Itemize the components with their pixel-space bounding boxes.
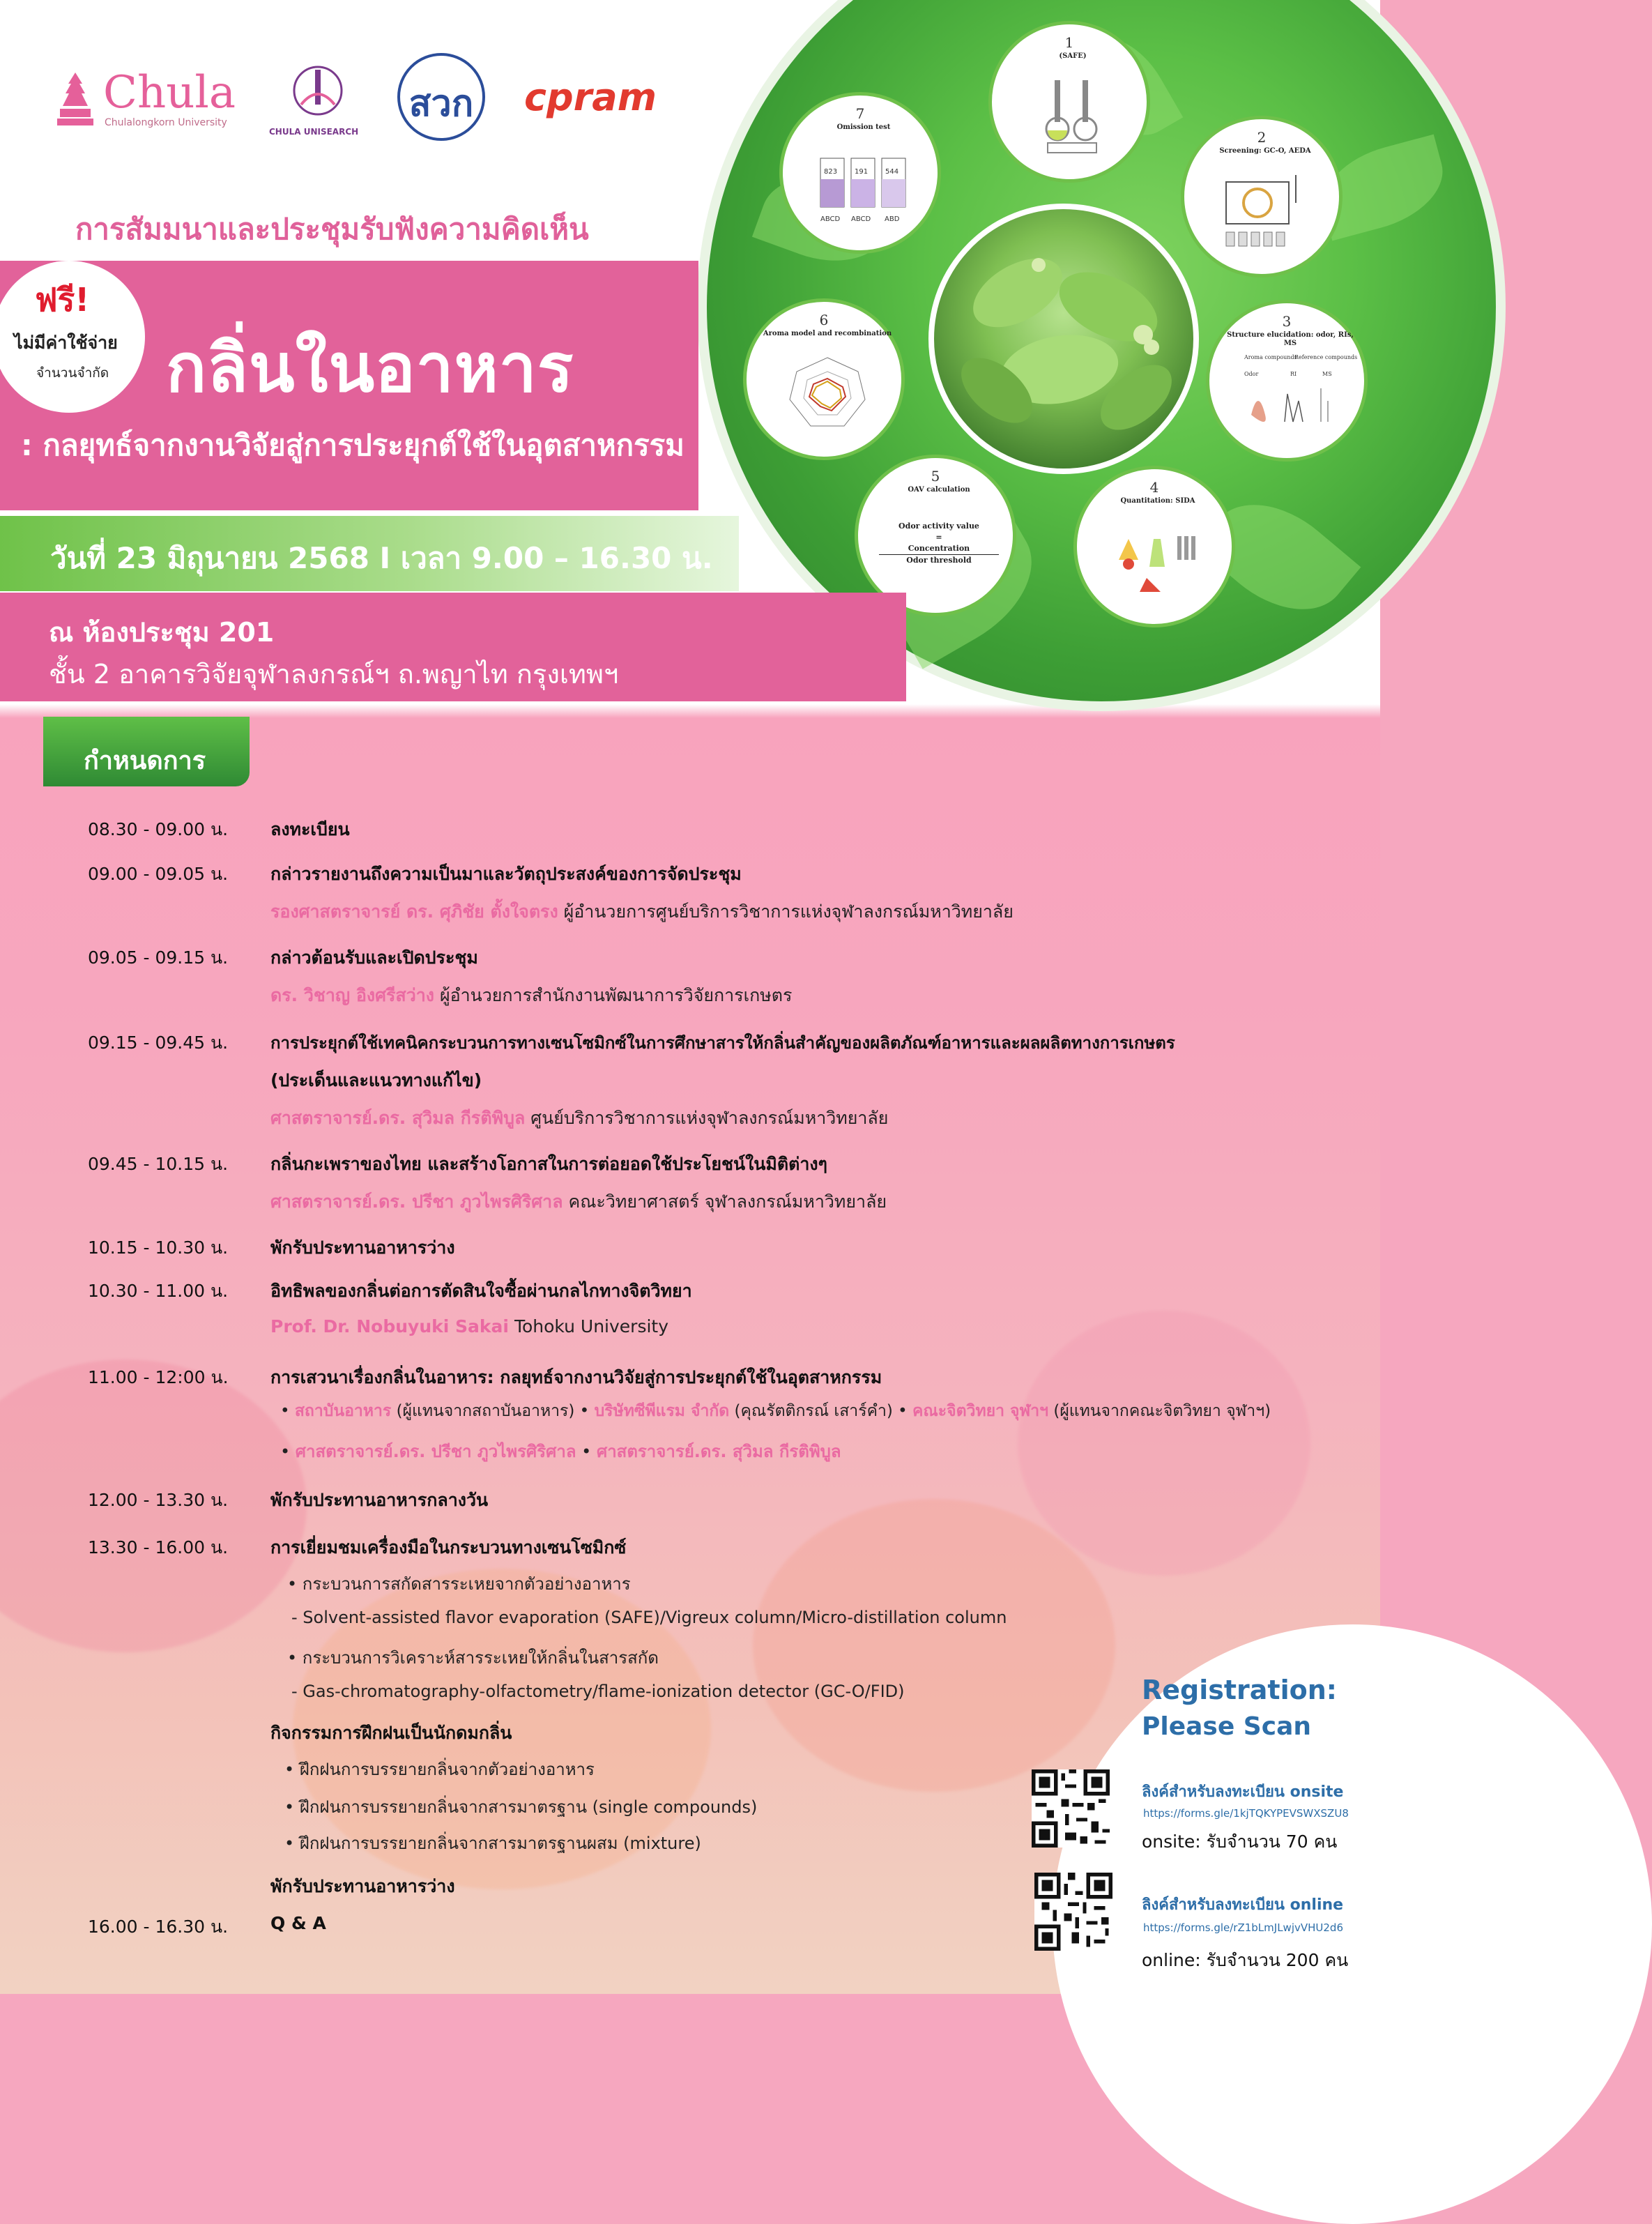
free-label: ฟรี! xyxy=(35,281,90,319)
visit-item: - Gas-chromatography-olfactometry/flame-ionization detector (GC-O/FID) xyxy=(291,1682,905,1701)
agenda-title: การเสวนาเรื่องกลิ่นในอาหาร: กลยุทธ์จากงานวิจัยสู่การประยุกต์ใช้ในอุตสาหกรรม xyxy=(270,1367,882,1387)
agenda-title: ลงทะเบียน xyxy=(270,819,350,839)
activity-item: • ฝึกฝนการบรรยายกลิ่นจากสารมาตรฐานผสม (mixture) xyxy=(284,1834,701,1853)
oav-formula: Odor activity value = Concentration Odor threshold xyxy=(879,521,999,566)
agenda-time: 09.45 - 10.15 น. xyxy=(88,1154,229,1174)
visit-item: - Solvent-assisted flavor evaporation (SAFE)/Vigreux column/Micro-distillation column xyxy=(291,1608,1007,1627)
registration-heading: Registration: xyxy=(1142,1675,1337,1705)
agenda-title: การเยี่ยมชมเครื่องมือในกระบวนทางเซนโซมิกซ์ xyxy=(270,1537,627,1557)
limited-seats-label: จำนวนจำกัด xyxy=(36,365,109,381)
process-step-2: 2 Screening: GC-O, AEDA xyxy=(1181,116,1343,277)
svg-text:191: 191 xyxy=(855,168,869,176)
onsite-capacity: onsite: รับจำนวน 70 คน xyxy=(1142,1831,1338,1852)
agenda-time: 09.00 - 09.05 น. xyxy=(88,864,229,884)
process-step-6: 6 Aroma model and recombination xyxy=(743,298,905,460)
svg-text:ABCD: ABCD xyxy=(851,215,871,223)
event-title-sub: : กลยุทธ์จากงานวิจัยสู่การประยุกต์ใช้ในอุตสาหกรรม xyxy=(21,428,684,462)
agenda-time: 10.30 - 11.00 น. xyxy=(88,1281,229,1301)
agenda-title: Q & A xyxy=(270,1913,326,1933)
onsite-link-label: ลิงค์สำหรับลงทะเบียน onsite xyxy=(1142,1783,1344,1801)
onsite-url[interactable]: https://forms.gle/1kjTQKYPEVSWXSZU8 xyxy=(1143,1807,1349,1820)
process-step-4: 4 Quantitation: SIDA xyxy=(1073,466,1235,627)
sok-logo: สวก xyxy=(397,53,485,141)
registration-subheading: Please Scan xyxy=(1142,1712,1311,1741)
onsite-qr-code[interactable] xyxy=(1032,1769,1110,1848)
agenda-time: 09.05 - 09.15 น. xyxy=(88,947,229,968)
venue-room: ณ ห้องประชุม 201 xyxy=(49,617,275,648)
omission-test-icon xyxy=(818,144,910,228)
svg-text:Aroma compounds: Aroma compounds xyxy=(1244,354,1297,360)
process-step-1: 1 (SAFE) xyxy=(988,21,1150,183)
agenda-time: 12.00 - 13.30 น. xyxy=(88,1490,229,1510)
agenda-time: 09.15 - 09.45 น. xyxy=(88,1033,229,1053)
svg-text:544: 544 xyxy=(885,168,899,176)
online-qr-code[interactable] xyxy=(1034,1873,1112,1951)
process-step-7: 7 Omission test 823 191 544 ABCD ABCD ABD xyxy=(779,92,941,254)
svg-text:Reference compounds: Reference compounds xyxy=(1294,354,1358,360)
svg-text:MS: MS xyxy=(1322,371,1332,377)
agenda-title: พักรับประทานอาหารกลางวัน xyxy=(270,1490,489,1510)
online-capacity: online: รับจำนวน 200 คน xyxy=(1142,1950,1349,1970)
agenda-title: กล่าวต้อนรับและเปิดประชุม xyxy=(270,947,478,968)
event-subtitle: การสัมมนาและประชุมรับฟังความคิดเห็น xyxy=(75,212,589,246)
panel-line-2: • ศาสตราจารย์.ดร. ปรีชา ภูวไพรศิริศาล • ศาสตราจารย์.ดร. สุวิมล กีรติพิบูล xyxy=(280,1442,841,1461)
chula-logo xyxy=(54,70,96,132)
decor-blob xyxy=(1018,1311,1310,1576)
chula-subtext: Chulalongkorn University xyxy=(105,117,227,128)
agenda-time: 13.30 - 16.00 น. xyxy=(88,1537,229,1557)
unisearch-logo xyxy=(283,63,353,121)
activity-item: • ฝึกฝนการบรรยายกลิ่นจากตัวอย่างอาหาร xyxy=(284,1760,595,1779)
agenda-time: 16.00 - 16.30 น. xyxy=(88,1917,229,1937)
process-step-3: 3 Structure elucidation: odor, RIs, MS Aroma compounds Reference compounds Odor RI MS xyxy=(1206,300,1368,462)
agenda-time: 11.00 - 12:00 น. xyxy=(88,1367,229,1387)
agenda-title: พักรับประทานอาหารว่าง xyxy=(270,1237,455,1258)
no-cost-label: ไม่มีค่าใช้จ่าย xyxy=(14,333,118,353)
activity-item: • ฝึกฝนการบรรยายกลิ่นจากสารมาตรฐาน (single compounds) xyxy=(284,1797,758,1817)
agenda-tab: กำหนดการ xyxy=(43,717,250,786)
chula-wordmark: Chula xyxy=(103,67,236,119)
snack-break: พักรับประทานอาหารว่าง xyxy=(270,1876,455,1896)
agenda-title: การประยุกต์ใช้เทคนิคกระบวนการทางเซนโซมิกซ์ในการศึกษาสารให้กลิ่นสำคัญของผลิตภัณฑ์อาหารและผลผลิตทางการเกษตร xyxy=(270,1033,1175,1053)
structure-elucidation-icon xyxy=(1244,352,1358,436)
decor-blob xyxy=(753,1499,1115,1792)
aroma-spider-chart-icon xyxy=(781,351,873,434)
unisearch-text: CHULA UNISEARCH xyxy=(269,127,359,137)
process-step-5: 5 OAV calculation Odor activity value = Concentration Odor threshold xyxy=(855,455,1016,616)
agenda-speaker: รองศาสตราจารย์ ดร. ศุภิชัย ตั้งใจตรง ผู้อำนวยการศูนย์บริการวิชาการแห่งจุฬาลงกรณ์มหาวิทยาลัย xyxy=(270,901,1014,922)
safe-apparatus-icon xyxy=(1027,73,1119,157)
agenda-speaker: ศาสตราจารย์.ดร. ปรีชา ภูวไพรศิริศาล คณะวิทยาศาสตร์ จุฬาลงกรณ์มหาวิทยาลัย xyxy=(270,1191,887,1212)
svg-text:RI: RI xyxy=(1290,371,1297,377)
agenda-speaker: Prof. Dr. Nobuyuki Sakai Tohoku University xyxy=(270,1316,669,1336)
svg-text:823: 823 xyxy=(824,168,838,176)
gc-o-diagram-icon xyxy=(1219,168,1311,252)
svg-text:Odor: Odor xyxy=(1244,371,1259,377)
panel-line-1: • สถาบันอาหาร (ผู้แทนจากสถาบันอาหาร) • บริษัทซีพีแรม จำกัด (คุณรัตติกรณ์ เสาร์คำ) • คณะจิตวิทยา จุฬาฯ (ผู้แทนจากคณะจิตวิทยา จุฬาฯ) xyxy=(280,1402,1271,1420)
quantitation-icon xyxy=(1112,518,1204,602)
visit-item: • กระบวนการสกัดสารระเหยจากตัวอย่างอาหาร xyxy=(287,1574,631,1594)
agenda-time: 08.30 - 09.00 น. xyxy=(88,819,229,839)
agenda-title: อิทธิพลของกลิ่นต่อการตัดสินใจซื้อผ่านกลไกทางจิตวิทยา xyxy=(270,1281,692,1301)
holy-basil-photo xyxy=(928,204,1199,474)
online-url[interactable]: https://forms.gle/rZ1bLmJLwjvVHU2d6 xyxy=(1143,1921,1343,1934)
activity-title: กิจกรรมการฝึกฝนเป็นนักดมกลิ่น xyxy=(270,1723,512,1743)
visit-item: • กระบวนการวิเคราะห์สารระเหยให้กลิ่นในสารสกัด xyxy=(287,1648,659,1668)
agenda-time: 10.15 - 10.30 น. xyxy=(88,1237,229,1258)
venue-address: ชั้น 2 อาคารวิจัยจุฬาลงกรณ์ฯ ถ.พญาไท กรุงเทพฯ xyxy=(49,659,619,690)
agenda-speaker: ศาสตราจารย์.ดร. สุวิมล กีรติพิบูล ศูนย์บริการวิชาการแห่งจุฬาลงกรณ์มหาวิทยาลัย xyxy=(270,1108,889,1128)
event-title: กลิ่นในอาหาร xyxy=(166,329,574,407)
online-link-label: ลิงค์สำหรับลงทะเบียน online xyxy=(1142,1896,1344,1914)
agenda-speaker: ดร. วิชาญ อิงศรีสว่าง ผู้อำนวยการสำนักงานพัฒนาการวิจัยการเกษตร xyxy=(270,985,793,1005)
svg-text:ABD: ABD xyxy=(885,215,900,223)
svg-text:ABCD: ABCD xyxy=(820,215,841,223)
agenda-title: กลิ่นกะเพราของไทย และสร้างโอกาสในการต่อยอดใช้ประโยชน์ในมิติต่างๆ xyxy=(270,1154,827,1174)
cpram-logo: cpram xyxy=(524,75,657,119)
date-band xyxy=(0,516,739,591)
agenda-title: กล่าวรายงานถึงความเป็นมาและวัตถุประสงค์ของการจัดประชุม xyxy=(270,864,742,884)
agenda-title-cont: (ประเด็นและแนวทางแก้ไข) xyxy=(270,1070,482,1090)
event-date-time: วันที่ 23 มิถุนายน 2568 I เวลา 9.00 – 16.30 น. xyxy=(50,541,713,575)
